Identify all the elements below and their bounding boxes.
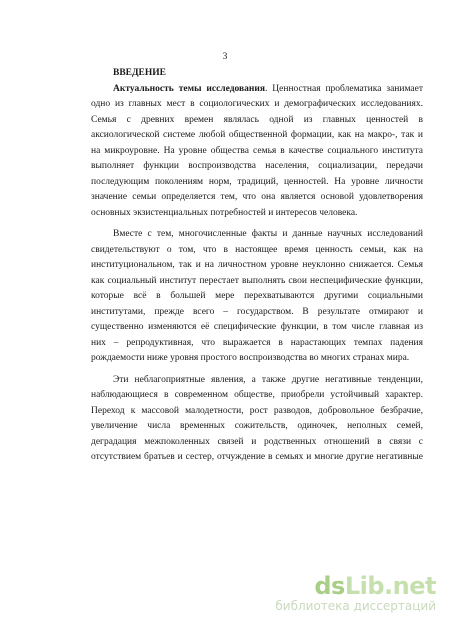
dslib-logo: dsLib.net bbox=[314, 572, 436, 600]
paragraph-1-line: одно из главных мест в социологических и демографических исследованиях. bbox=[91, 99, 423, 109]
paragraph-1 bbox=[91, 82, 423, 222]
paragraph-3-line: деградация межпоколенных связей и родственных отношений в связи с bbox=[91, 436, 423, 447]
paragraph-3 bbox=[91, 373, 423, 466]
text-body bbox=[91, 66, 423, 466]
paragraph-1-line: значение семьи определяется тем, что она является основой удовлетворения bbox=[91, 192, 423, 202]
paragraph-2-line: институциональном, так и на личностном уровне неуклонно снижается. Семья bbox=[91, 260, 423, 270]
paragraph-2-line: как социальный институт перестает выполнять свои неспецифические функции, bbox=[91, 275, 423, 286]
watermark-caption: библиотека диссертаций bbox=[275, 599, 436, 613]
paragraph-2-line: свидетельствуют о том, что в настоящее время ценность семьи, как на bbox=[91, 244, 423, 255]
paragraph-2-line: которые всё в большей мере перехватываются другими социальными bbox=[91, 291, 423, 301]
paragraph-2-line: существенно изменяются её специфические функции, в том числе главная из bbox=[91, 322, 423, 332]
page-number: 3 bbox=[222, 52, 228, 62]
paragraph-1-line: последующим поколениям норм, традиций, ценностей. На уровне личности bbox=[91, 176, 423, 187]
paragraph-1-line: основных экзистенциальных потребностей и интересов человека. bbox=[91, 207, 358, 218]
topic-relevance-lead: Актуальность темы исследования bbox=[113, 83, 266, 94]
paragraph-3-line: Эти неблагоприятные явления, а также другие негативные тенденции, bbox=[113, 374, 423, 385]
paragraph-3-line: Переход к массовой малодетности, рост разводов, добровольное безбрачие, bbox=[91, 405, 423, 416]
paragraph-3-line: отсутствием братьев и сестер, отчуждение в семьях и многие другие негативные bbox=[91, 452, 423, 462]
paragraph-2-line: институтами, прежде всего – государством. В результате отмирают и bbox=[91, 306, 423, 317]
paragraph-2 bbox=[91, 227, 423, 367]
paragraph-2-line: рождаемости ниже уровня простого воспроизводства во многих странах мира. bbox=[91, 353, 410, 363]
paragraph-1-line-1: Актуальность темы исследования. Ценностная проблематика занимает bbox=[113, 83, 424, 94]
paragraph-2-line: Вместе с тем, многочисленные факты и данные научных исследований bbox=[113, 229, 423, 239]
section-heading: ВВЕДЕНИЕ bbox=[113, 68, 166, 78]
paragraph-3-line: увеличение числа временных сожительств, одиночек, неполных семей, bbox=[91, 421, 423, 431]
dslib-watermark bbox=[256, 573, 436, 613]
paragraph-1-line: Семья с древних времен являлась одной из главных ценностей в bbox=[91, 114, 423, 125]
paragraph-1-line: аксиологической системе любой общественной формации, как на макро-, так и bbox=[91, 130, 423, 140]
paragraph-1-line: на микроуровне. На уровне общества семья в качестве социального института bbox=[91, 145, 423, 156]
paragraph-2-line: них – репродуктивная, что выражается в нарастающих темпах падения bbox=[91, 337, 423, 348]
paragraph-1-line: выполняет функции воспроизводства населения, социализации, передачи bbox=[91, 161, 423, 171]
paragraph-3-line: наблюдающиеся в современном обществе, приобрели устойчивый характер. bbox=[91, 390, 423, 400]
